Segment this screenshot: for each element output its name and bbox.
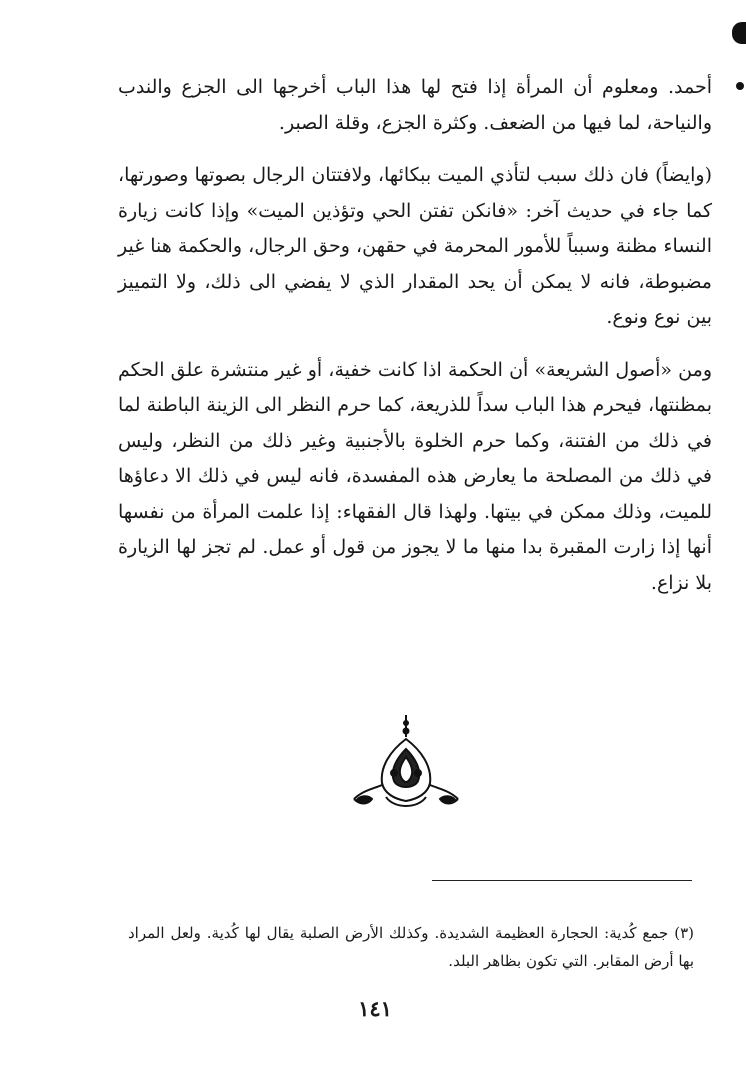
ornament-icon — [350, 715, 462, 815]
page-edge-mark — [732, 22, 746, 44]
page-edge-dot — [736, 82, 744, 90]
paragraph-3: ومن «أصول الشريعة» أن الحكمة اذا كانت خفية، أو غير منتشرة علق الحكم بمظنتها، فيحرم هذا الباب سداً للذريعة، كما حرم النظر الى الزينة الباطنة لما في ذلك من الفتنة، وكما حرم الخلوة بالأجنبية وغير ذلك من النظر، وليس في ذلك من المصلحة ما يعارض هذه المفسدة، فانه ليس في ذلك الا دعاؤها للميت، وذلك ممكن في بيتها. ولهذا قال الفقهاء: إذا علمت المرأة من نفسها أنها إذا زارت المقبرة بدا منها ما لا يجوز من قول أو عمل. لم تجز لها الزيارة بلا نزاع. — [118, 358, 712, 594]
page-number: ١٤١ — [358, 996, 392, 1021]
footnote: (٣) جمع كُدية: الحجارة العظيمة الشديدة. وكذلك الأرض الصلبة يقال لها كُدية. ولعل المراد بها أرض المقابر. التي تكون بظاهر البلد. — [128, 924, 694, 970]
main-text — [118, 70, 712, 601]
paragraph-1: أحمد. ومعلوم أن المرأة إذا فتح لها هذا الباب أخرجها الى الجزع والندب والنياحة، لما فيها من الضعف. وكثرة الجزع، وقلة الصبر. — [118, 76, 712, 134]
footnote-separator — [432, 880, 692, 881]
paragraph-2: (وايضاً) فان ذلك سبب لتأذي الميت ببكائها، ولافتتان الرجال بصوتها وصورتها، كما جاء في حديث آخر: «فانكن تفتن الحي وتؤذين الميت» وإذا كانت زيارة النساء مظنة وسبباً للأمور المحرمة في حقهن، وحق الرجال، والحكمة هنا غير مضبوطة، فانه لا يمكن أن يحد المقدار الذي لا يفضي الى ذلك، ولا التمييز بين نوع ونوع. — [118, 164, 712, 328]
